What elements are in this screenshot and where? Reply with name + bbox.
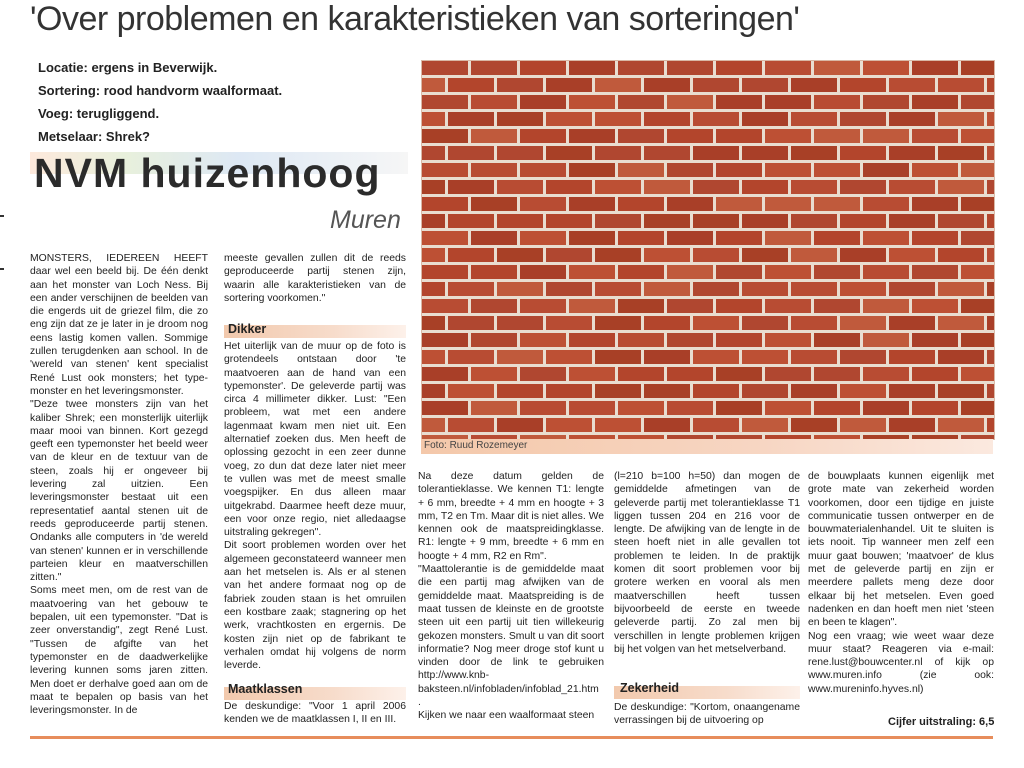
rubric-label: Muren: [330, 206, 401, 234]
meta-sorting: Sortering: rood handvorm waalformaat.: [38, 83, 283, 98]
article-title: 'Over problemen en karakteristieken van sorteringen': [30, 0, 800, 38]
body-column-2b: Het uiterlijk van de muur op de foto is grotendeels ontstaan door 'te maatvoeren aan de hand van een typemonster'. De geleverde partij was circa 4 millimeter dikker. Lust: "Een probleem, wat met een andere lagenmaat kwam men niet uit. Een alternatief zoeken dus. Men heeft de oplossing gezocht in een zeer dunne voeg, zo dun dat deze later niet meer te vullen was met de meest smalle voegspijker. En dus alleen maar uitgekrabd. Daarmee heeft deze muur, een voor onze regio, niet alledaagse uitstraling gekregen". Dit soort problemen worden over het algemeen geconstateerd wanneer men aan het metselen is. Als er al stenen van het andere formaat nog op de fabriek zouden staan is het omruilen een kostbare zaak; stagnering op het werk, vrachtkosten en ergernis. De kosten zijn niet op de fabrikant te verhalen omdat hij volgens de norm leverde.: [224, 341, 406, 672]
body-column-3: Na deze datum gelden de tolerantieklasse. We kennen T1: lengte + 6 mm, breedte + 4 mm en hoogte + 3 mm, T2 en Tm. Maar dit is niet alles. We kennen ook de maatspreidingklasse. R1: lengte + 9 mm, breedte + 6 mm en hoogte + 4 mm, R2 en Rm". "Maattolerantie is de gemiddelde maat die een partij mag afwijken van de gemiddelde maat. Maatspreiding is de maat tussen de kleinste en de grootste steen uit een partij uit tien willekeurig gekozen monsters. Smult u van dit soort informatie? Nog meer droge stof kunt u vinden door de link te gebruiken http://www.knb-baksteen.nl/infobladen/infoblad_21.htm . Kijken we naar een waalformaat steen: [418, 471, 604, 722]
series-title: NVM huizenhoog: [34, 150, 381, 196]
footer-rule: [30, 736, 993, 739]
body-column-2c: De deskundige: "Voor 1 april 2006 kenden we de maatklassen I, II en III.: [224, 701, 406, 726]
section-title-maatklassen: Maatklassen: [228, 682, 303, 696]
meta-mason: Metselaar: Shrek?: [38, 129, 150, 144]
body-column-4a: (l=210 b=100 h=50) dan mogen de gemiddelde afmetingen van de geleverde partij met tolerantieklasse T1 liggen tussen 204 en 216 voor de lengte. De afwijking van de lengte in de steen hoeft niet in alle gevallen tot problemen te leiden. In de praktijk komen dit soort problemen voor bij grotere werken en vooral als men maatverschillen heeft tussen bijvoorbeeld de eerste en tweede geleverde partij. Zo zal men bij verschillen in lengte problemen krijgen bij het volgen van het metselverband.: [614, 471, 800, 655]
photo-caption: Foto: Ruud Rozemeyer: [424, 440, 528, 451]
meta-joint: Voeg: terugliggend.: [38, 106, 160, 121]
brick-wall-photo: [421, 60, 995, 440]
margin-mark: [0, 215, 4, 217]
margin-mark: [0, 268, 4, 270]
body-column-2a: meeste gevallen zullen dit de reeds geproduceerde partij stenen zijn, waarin alle karakteristieken van de sortering voorkomen.": [224, 253, 406, 304]
section-title-dikker: Dikker: [228, 322, 267, 336]
body-column-5: de bouwplaats kunnen eigenlijk met grote mate van zekerheid worden voorkomen, door een tijdige en juiste communicatie tussen ontwerper en de bouwmaterialenhandel. Uit te sluiten is iets nooit. Tip wanneer men zelf een muur gaat bouwen; 'maatvoer' de klus met de geleverde partij en zijn er meerdere pallets meng deze door elkaar bij het metselen. Even goed nadenken en dan hoeft men niet 'steen en been te klagen". Nog een vraag; wie weet waar deze muur staat? Reageren via e-mail: rene.lust@bouwcenter.nl of kijk op www.muren.info (zie ook: www.mureninfo.hyves.nl): [808, 471, 994, 695]
body-column-1: MONSTERS, IEDEREEN HEEFT daar wel een beeld bij. De één denkt aan het monster van Loch Ness. Bij een ander verschijnen de beelden van die engerds uit de griezel film, die zo eng zijn dat ze je later in je droom nog eens lastig komen vallen. Sommige zullen terugdenken aan school. In de 'wereld van stenen' kent specialist René Lust ook monsters; het type-monster en het leveringsmonster. "Deze twee monsters zijn van het kaliber Shrek; een monsterlijk uiterlijk maar mooi van binnen. Kort gezegd geeft een typemonster het beeld weer van de kleur en de textuur van de steen, zoals hij er ongeveer bij levering zal uitzien. Een leveringsmonster bestaat uit een representatief aantal stenen uit de reeds geproduceerde partij stenen. Ondanks alle computers in 'de wereld van stenen' kunnen er in verschillende parteien kleur en maatverschillen zitten." Soms meet men, om de rest van de maatvoering van het gebouw te bepalen, uit een typemonster. "Dat is zeer onverstandig", zegt René Lust. "Tussen de afgifte van het typemonster en de daadwerkelijke levering kunnen soms jaren zitten. Men doet er derhalve goed aan om de maat te bepalen op basis van het leveringsmonster. In de: [30, 253, 208, 717]
meta-location: Locatie: ergens in Beverwijk.: [38, 60, 218, 75]
section-title-zekerheid: Zekerheid: [620, 681, 680, 695]
rating-label: Cijfer uitstraling: 6,5: [888, 716, 995, 728]
body-column-4b: De deskundige: "Kortom, onaangename verrassingen bij de uitvoering op: [614, 702, 800, 727]
brick-wall-image: [422, 61, 994, 439]
